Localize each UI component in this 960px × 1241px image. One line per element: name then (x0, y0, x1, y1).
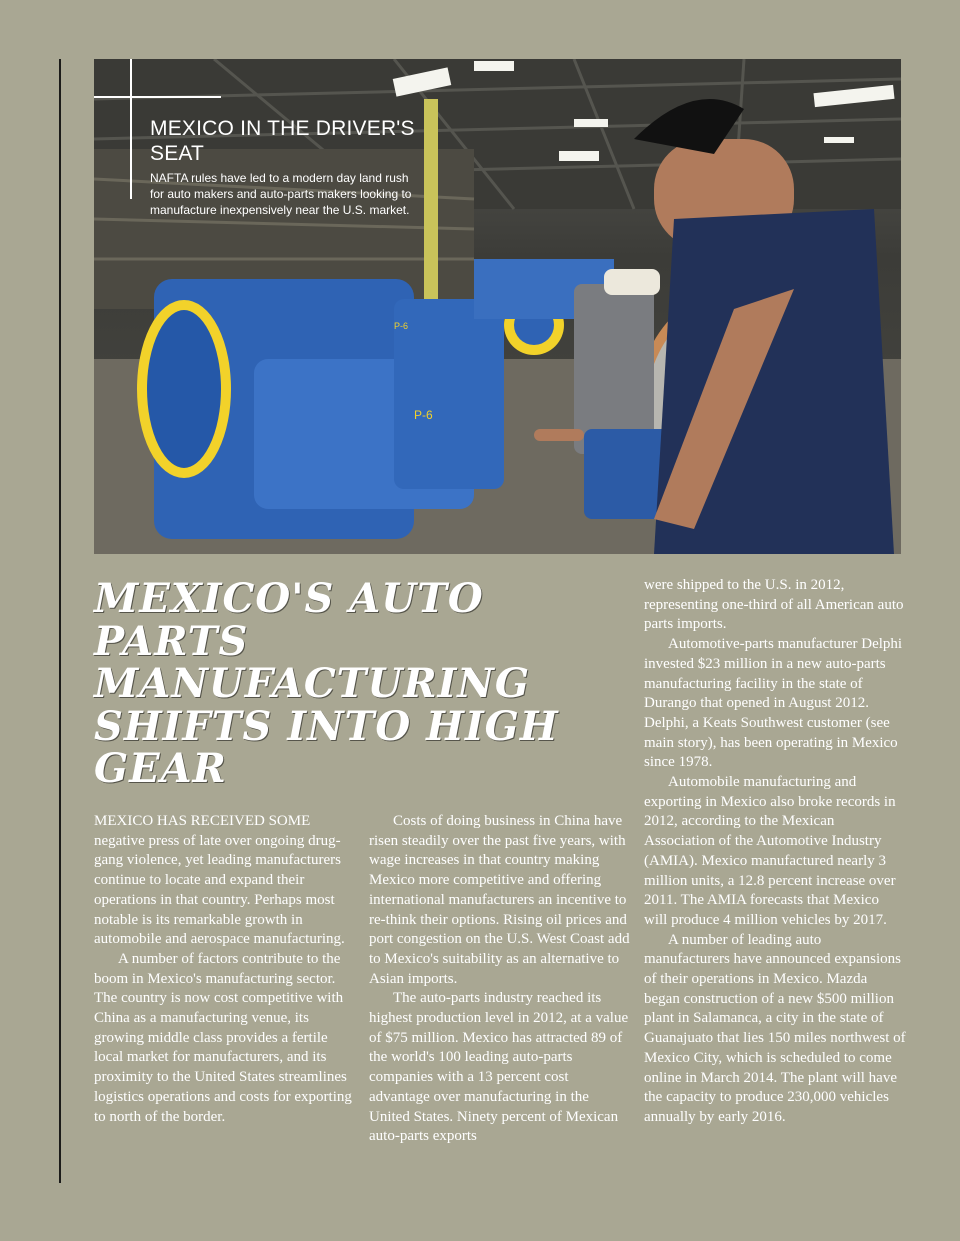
article-paragraph: MEXICO HAS RECEIVED SOME negative press of late over ongoing drug-gang violence, yet leading manufacturers continue to locate and expand their operations in that country. Perhaps most notable is its remarkable growth in automobile and aerospace manufacturing. (94, 813, 345, 948)
article-paragraph: The auto-parts industry reached its highest production level in 2012, at a value of $75 million. Mexico has attracted 89 of the world's 100 leading auto-parts companies with a 13 percent cost advantage over manufacturing in the United States. Ninety percent of Mexican auto-parts exports (369, 990, 629, 1145)
article-paragraph: A number of factors contribute to the boom in Mexico's manufacturing sector. The country is now cost competitive with China as a manufacturing venue, its growing middle class provides a fertile local market for manufacturers, and its proximity to the United States streamlines logistics operations and costs for exporting to north of the border. (94, 950, 352, 1125)
article-paragraph: Automobile manufacturing and exporting in Mexico also broke records in 2012, according to the Mexican Association of the Automotive Industry (AMIA). Mexico manufactured nearly 3 million units, a 12.8 percent increase over 2011. The AMIA forecasts that Mexico will produce 4 million vehicles by 2017. (644, 774, 896, 928)
article-headline: MEXICO'S AUTO PARTS MANUFACTURING SHIFTS INTO HIGH GEAR (94, 575, 559, 792)
left-margin-rule (59, 59, 61, 1183)
photo-caption-text: NAFTA rules have led to a modern day land rush for auto makers and auto-parts makers looking to manufacture inexpensively near the U.S. market. (150, 171, 412, 217)
caption-rule-vertical (130, 59, 132, 199)
article-column-3 (644, 576, 906, 1128)
caption-rule-horizontal (94, 96, 221, 98)
article-paragraph: were shipped to the U.S. in 2012, representing one-third of all American auto parts imports. (644, 577, 904, 633)
article-paragraph: Costs of doing business in China have risen steadily over the past five years, with wage increases in that country making Mexico more competitive and offering international manufacturers an incentive to re-think their options. Rising oil prices and port congestion on the U.S. West Coast add to Mexico's suitability as an alternative to Asian imports. (369, 813, 630, 987)
article-column-2 (369, 812, 631, 1147)
article-paragraph: A number of leading auto manufacturers have announced expansions of their operations in Mexico. Mazda began construction of a new $500 million plant in Salamanca, a city in the state of Guanajuato that lies 150 miles northwest of Mexico City, which is scheduled to come online in March 2014. The plant will have the capacity to produce 230,000 vehicles annually by early 2016. (644, 931, 906, 1125)
article-column-1 (94, 812, 356, 1127)
article-paragraph: Automotive-parts manufacturer Delphi invested $23 million in a new auto-parts manufacturing facility in the state of Durango that opened in August 2012. Delphi, a Keats Southwest customer (see main story), has been operating in Mexico since 1978. (644, 636, 903, 771)
machine-label-p6-small: P-6 (394, 321, 409, 331)
machine-label-p6: P-6 (414, 408, 433, 422)
photo-caption-title: MEXICO IN THE DRIVER'S SEAT (150, 117, 415, 165)
